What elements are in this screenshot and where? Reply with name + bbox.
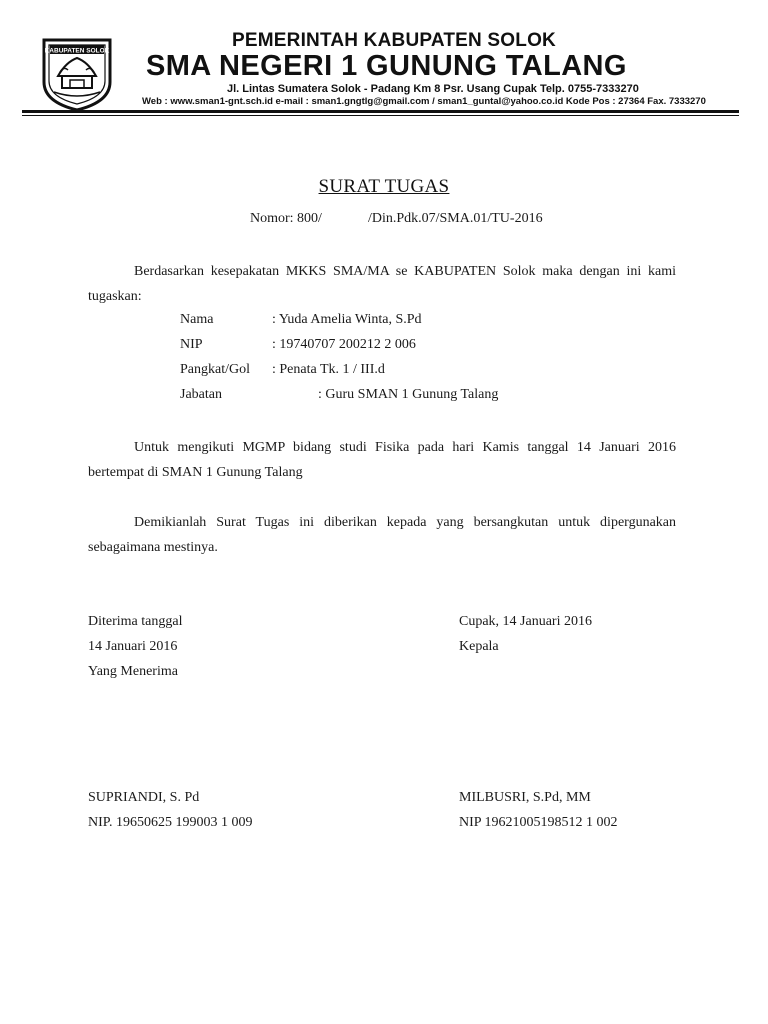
document-number <box>250 211 543 227</box>
field-nama <box>180 312 422 328</box>
field-nip <box>180 337 416 353</box>
field-separator: : <box>272 312 276 327</box>
field-label: Jabatan <box>180 387 222 402</box>
logo-text: KABUPATEN SOLOK <box>44 47 110 55</box>
body-text-1: Untuk mengikuti MGMP bidang studi Fisika pada hari Kamis tanggal 14 Januari 2016 bertempat di SMAN 1 Gunung Talang <box>88 440 676 480</box>
letterhead-divider-thin <box>22 115 739 116</box>
receiver-name: SUPRIANDI, S. Pd <box>88 790 200 805</box>
body-text-2: Demikianlah Surat Tugas ini diberikan kepada yang bersangkutan untuk dipergunakan sebagaimana mestinya. <box>88 515 676 555</box>
document-number-prefix: Nomor: 800/ <box>250 211 322 226</box>
document-title: SURAT TUGAS <box>318 176 450 197</box>
signer-name: MILBUSRI, S.Pd, MM <box>459 790 591 805</box>
school-logo-icon <box>40 32 114 112</box>
field-pangkat <box>180 362 385 378</box>
signer-nip: NIP 19621005198512 1 002 <box>459 815 618 830</box>
receiver-nip: NIP. 19650625 199003 1 009 <box>88 815 253 830</box>
letterhead-contact: Web : www.sman1-gnt.sch.id e-mail : sman1.gngtlg@gmail.com / sman1_guntal@yahoo.co.id Kode Pos : 27364 Fax. 7333270 <box>142 96 706 107</box>
letterhead-address: Jl. Lintas Sumatera Solok - Padang Km 8 Psr. Usang Cupak Telp. 0755-7333270 <box>227 83 639 95</box>
intro-text: Berdasarkan kesepakatan MKKS SMA/MA se KABUPATEN Solok maka dengan ini kami tugaskan: <box>88 264 676 304</box>
signer-place-date: Cupak, 14 Januari 2016 <box>459 614 592 629</box>
field-separator: : Guru SMAN 1 Gunung Talang <box>318 387 499 402</box>
field-value: 19740707 200212 2 006 <box>275 337 416 352</box>
receiver-date: 14 Januari 2016 <box>88 639 178 654</box>
field-label: Nama <box>180 312 214 327</box>
body-paragraph-1 <box>88 435 676 485</box>
signer-role: Kepala <box>459 639 499 654</box>
field-jabatan <box>180 387 498 403</box>
body-paragraph-2 <box>88 510 676 560</box>
receiver-received-label: Diterima tanggal <box>88 614 183 629</box>
intro-paragraph <box>88 259 676 309</box>
document-number-suffix: /Din.Pdk.07/SMA.01/TU-2016 <box>367 211 543 226</box>
letterhead-school-name: SMA NEGERI 1 GUNUNG TALANG <box>146 50 627 82</box>
field-value: Yuda Amelia Winta, S.Pd <box>275 312 422 327</box>
receiver-role: Yang Menerima <box>88 664 178 679</box>
field-value: Penata Tk. 1 / III.d <box>275 362 385 377</box>
field-label: Pangkat/Gol <box>180 362 250 377</box>
field-label: NIP <box>180 337 203 352</box>
letterhead-divider-thick <box>22 110 739 113</box>
field-separator: : <box>272 337 276 352</box>
letterhead-government: PEMERINTAH KABUPATEN SOLOK <box>232 30 556 51</box>
field-separator: : <box>272 362 276 377</box>
